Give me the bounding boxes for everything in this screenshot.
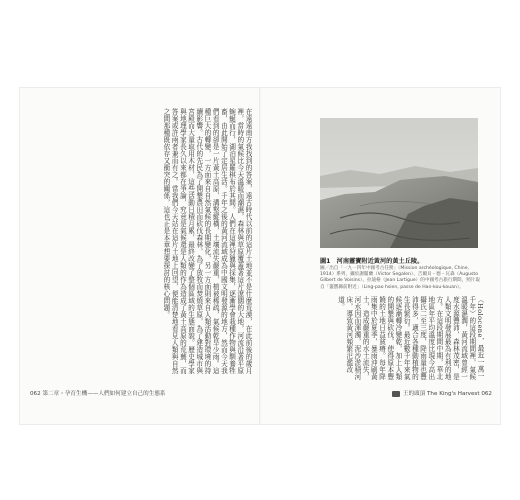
left-page-text: 在遠遠南方我找到的答案，遠古時代以前的這片土地並不是什麼荒漠，在此前後的歲月裡，當時的氣候比今天溫暖而潮濕，森林與草原覆蓋著這片遼闊的大地，河流沿著平原蜿蜒而行，湖泊星羅棋布於其間。人們在這裡狩獵與採集，逐漸學會栽種作物與馴養牲畜，由此開始了定居生活。千年之後的黃河流域成為中國文明發源的地方，然而今天我們看到的卻是一片黃土高原，溝壑縱橫，土壤流失嚴重，植被稀疏，氣候乾旱少雨。這種巨大的轉變，一方面來自自然氣候的長期變化，另一方面則來自人類活動對環境的持續影響。古代的先民為了開墾農田而砍伐森林，為了放牧而焚燒草原，為了建造城市與宮殿而大量取用木材，這些活動日積月累，最終改變了整個區域的生態面貌。歷史學家與地理學家長久以來都在爭論，究竟是氣候還是人類的作為造成了黃土高原的荒蕪，而答案或許兩者兼而有之。當我們今天站在這片土地上回望，便能清楚地看見人類與自然之間那種既依存又衝突的關係，這也正是本章想要探討的核心問題。 <box>161 108 252 374</box>
right-page-folio <box>392 389 492 397</box>
book-logo-icon <box>392 391 400 397</box>
figure-caption: 圖／出自「一九一四年中國考古任務」（Mission archéologique, Chine, 1914）系列，攝於謝閣蘭（Victor Segalen）、吉爾貝・德・瓦森（Augusto Gilbert de Voisins）、拉迪格（Jean Lartigue）的中國考古旅行期間，照片取自「靈寶縣前附近」（Ling-pao hsien, passe de Han-kou-kouan）。 <box>320 266 480 290</box>
right-page-text: （Holocene，最近一萬一千年）的這段期間裡，氣候溫暖濕潤，黃河流域曾經一度水源豐沛，森林茂密，是人類文明發展最為有利的地方。在這段期間中期，華北地區年平均溫度比現今高出攝氏二至三度，降雨量也豐沛得多，適合各種動植物的生長繁衍。最近數千年來氣候逐漸轉冷變乾，加上人類的開墾與砍伐，使得原本豐饒的土地日益貧瘠。每年降雨集中於夏季，暴雨沖刷黃土，造成嚴重的水土流失，河水因而渾濁，泥沙淤積河床，導致黃河頻繁氾濫改道。 <box>336 296 484 380</box>
left-page-folio: 062 第二章・孕育生機——人們如何建立自己的生態系 <box>30 391 166 397</box>
figure-title: 圖1 河南靈寶附近黃河的黃土丘陵。 <box>320 258 424 265</box>
right-page-folio-text: 王的頭頂 The King's Harvest 062 <box>402 391 492 397</box>
left-page <box>20 88 260 424</box>
loess-hills-photo <box>320 118 478 248</box>
right-page <box>260 88 500 424</box>
book-spread <box>20 88 500 424</box>
